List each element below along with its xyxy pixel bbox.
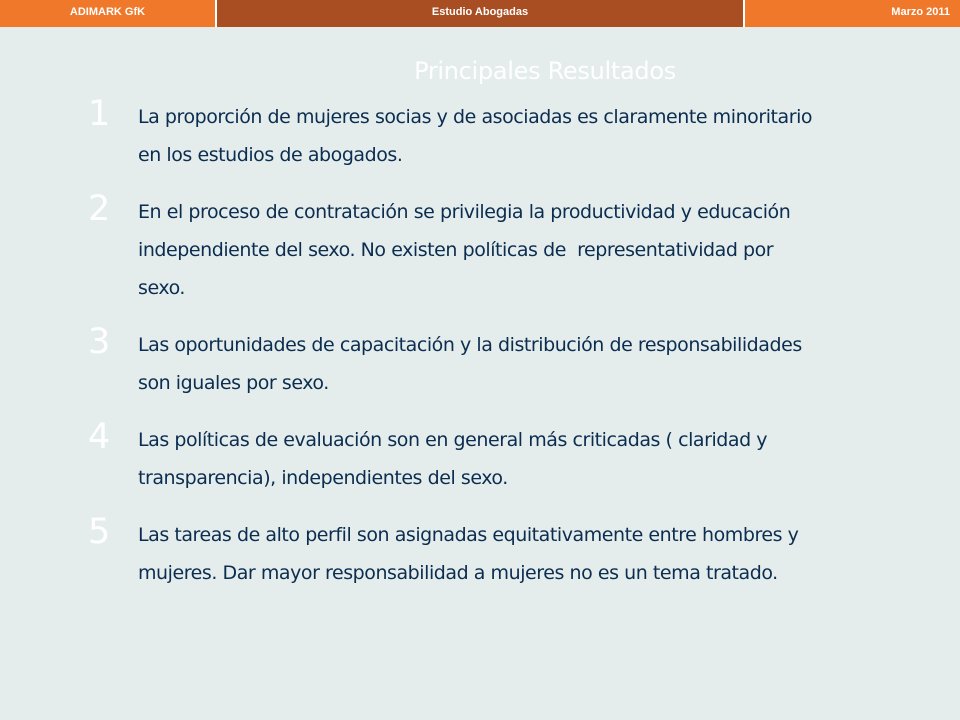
result-item bbox=[88, 94, 928, 174]
header-study-title: Estudio Abogadas bbox=[215, 0, 745, 27]
result-number: 2 bbox=[88, 189, 111, 229]
result-item bbox=[88, 512, 928, 592]
result-number: 5 bbox=[88, 512, 111, 552]
result-text: Las políticas de evaluación son en general más criticadas ( claridad y transparencia), independientes del sexo. bbox=[138, 429, 768, 489]
result-text: Las oportunidades de capacitación y la distribución de responsabilidades son iguales por sexo. bbox=[138, 334, 802, 394]
result-text: En el proceso de contratación se privilegia la productividad y educación independiente del sexo. No existen políticas de representatividad por sexo. bbox=[138, 201, 791, 299]
result-text: La proporción de mujeres socias y de asociadas es claramente minoritario en los estudios de abogados. bbox=[138, 106, 813, 166]
header-bar bbox=[0, 0, 960, 27]
result-item bbox=[88, 417, 928, 497]
result-number: 1 bbox=[88, 94, 111, 134]
slide-title: Principales Resultados bbox=[414, 57, 676, 85]
header-date: Marzo 2011 bbox=[745, 0, 960, 27]
result-item bbox=[88, 189, 928, 307]
result-number: 4 bbox=[88, 417, 111, 457]
header-company: ADIMARK GfK bbox=[0, 0, 215, 27]
result-text: Las tareas de alto perfil son asignadas equitativamente entre hombres y mujeres. Dar mayor responsabilidad a mujeres no es un tema tratado. bbox=[138, 524, 799, 584]
result-number: 3 bbox=[88, 322, 111, 362]
result-item bbox=[88, 322, 928, 402]
results-list bbox=[88, 94, 928, 592]
